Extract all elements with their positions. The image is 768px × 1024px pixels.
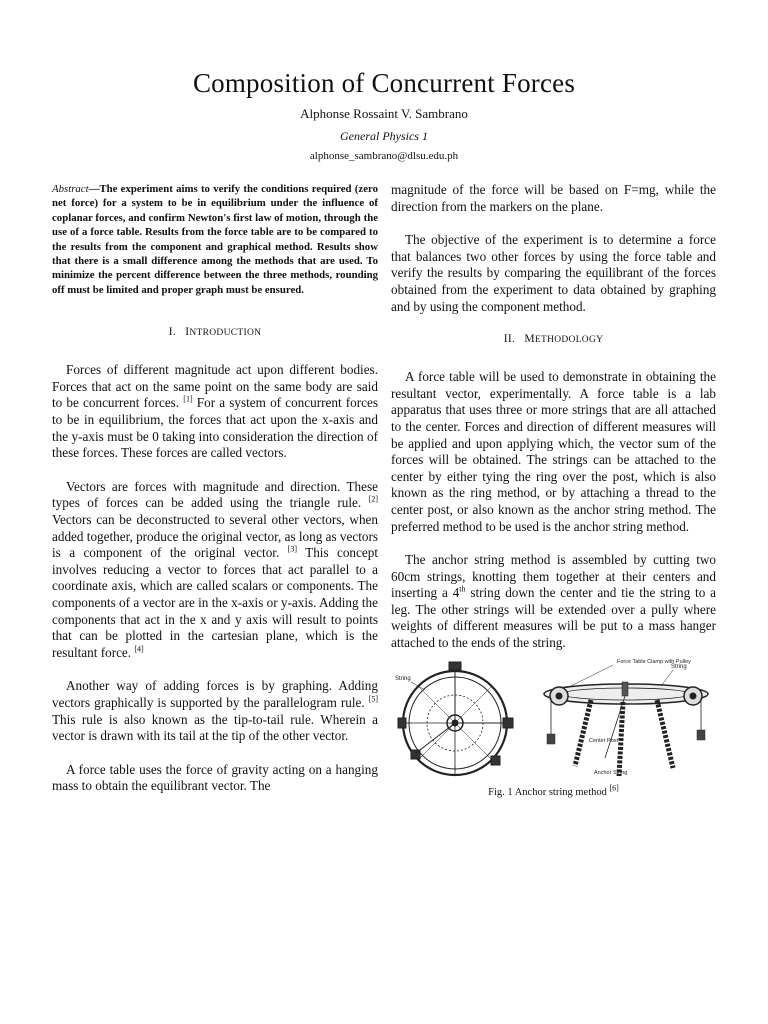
- author-email: alphonse_sambrano@dlsu.edu.ph: [309, 150, 459, 162]
- abstract-text: The experiment aims to verify the conditions required (zero net force) for a system to be in equilibrium under the influence of coplanar forces, and confirm Newton's first law of motion, through the use of a force table. Results from the force table are to be compared to the results from the component and graphical method. Results show that there is a small difference among the methods that are used. To minimize the percent difference between the three methods, rounding off must be limited and proper graph must be ensured.: [52, 183, 378, 296]
- abstract-dash: —: [88, 183, 100, 195]
- intro-heading-first: I: [185, 326, 190, 339]
- right-paragraph-0: magnitude of the force will be based on F=mg, while the direction from the markers on the plane.: [391, 182, 716, 214]
- method-p2a-text: The anchor string method is assembled by cutting two 60cm strings, knotting them together at their centers and inserting a 4: [391, 552, 716, 601]
- ref-2: [2]: [368, 495, 378, 505]
- intro-p3b-text: This rule is also known as the tip-to-tail rule. Wherein a vector is drawn with its tail at the tip of the other vector.: [52, 711, 378, 744]
- method-heading-rest: ETHODOLOGY: [534, 335, 604, 346]
- force-table-illustration: [391, 656, 716, 782]
- method-paragraph-1: A force table will be used to demonstrate in obtaining the resultant vector, experimentally. A force table is a lab apparatus that uses three or more strings that are all attached to the center. Forces and direction of different measures will be applied and upon applying which, the vector sum of the forces will be obtained. The strings can be attached to the center by either tying the ring over the post, which is also known as the ring method, or by attaching a thread to the center post, or also known as the anchor string method. The preferred method to be used is the anchor string method.: [391, 369, 716, 534]
- ref-3: [3]: [287, 544, 297, 554]
- intro-paragraph-2: [52, 479, 378, 662]
- force-table-side-view: [544, 682, 708, 776]
- methodology-heading: [391, 332, 716, 347]
- paper-title: Composition of Concurrent Forces: [192, 68, 576, 98]
- intro-p2b-text: Vectors can be deconstructed to several other vectors, when added together, produce the original vector, as long as vectors is a component of the original vector.: [52, 512, 378, 561]
- method-heading-num: II.: [503, 333, 516, 346]
- objective-paragraph: The objective of the experiment is to determine a force that balances two other forces by using the force table and verify the results by comparing the equilibrant of the forces obtained from the experiment to data obtained by graphing and by using the component method.: [391, 232, 716, 314]
- course-name: General Physics 1: [340, 129, 428, 143]
- intro-paragraph-3: [52, 678, 378, 744]
- intro-p2c-text: This concept involves reducing a vector to forces that act parallel to a coordinate axis, which are called scalars or components. The components of a vector are in the x-axis or y-axis. Adding the components that act in the x and y axis will result to points that can be plotted in the cartesian plane, which is the resultant force.: [52, 545, 378, 660]
- intro-paragraph-4: A force table uses the force of gravity acting on a hanging mass to obtain the equilibrant vector. The: [52, 761, 378, 794]
- figure-caption: [391, 783, 716, 799]
- abstract: [52, 182, 378, 297]
- label-anchor-string: Anchor String: [594, 769, 628, 776]
- label-string-right: String: [671, 663, 687, 670]
- author-name: Alphonse Rossaint V. Sambrano: [300, 106, 468, 121]
- method-heading-first: M: [524, 333, 535, 346]
- superscript-th: th: [459, 584, 466, 594]
- intro-heading-rest: NTRODUCTION: [189, 328, 262, 339]
- left-column: [52, 182, 378, 812]
- figure-caption-text: Fig. 1 Anchor string method: [488, 786, 607, 798]
- intro-heading-num: I.: [168, 326, 177, 339]
- intro-p1b-text: For a system of concurrent forces to be in equilibrium, the forces that act upon the x-axis and the y-axis must be 0 taking into consideration the direction of these forces. These forces are called vectors.: [52, 395, 379, 461]
- ref-4: [4]: [134, 644, 144, 654]
- intro-heading: [52, 325, 378, 340]
- abstract-label: Abstract: [52, 183, 89, 195]
- label-string-left: String: [395, 675, 411, 682]
- intro-p2a-text: Vectors are forces with magnitude and direction. These types of forces can be added using the triangle rule.: [52, 478, 378, 511]
- ref-6: [6]: [609, 783, 619, 793]
- ref-5: [5]: [368, 694, 378, 704]
- method-p2b-text: string down the center and tie the string to a leg. The other strings will be extended over a pully where weights of different measures will be put to a mass hanger attached to the ends of the string.: [391, 585, 716, 651]
- method-paragraph-2: [391, 552, 716, 652]
- force-table-figure: [391, 656, 716, 782]
- right-column: [391, 182, 716, 799]
- label-center-post: Center Post: [589, 737, 619, 744]
- force-table-top-view: [398, 662, 513, 775]
- ref-1: [1]: [183, 395, 193, 405]
- label-clamp: Force Table Clamp with Pulley: [617, 658, 691, 665]
- intro-paragraph-1: [52, 362, 378, 462]
- intro-p3a-text: Another way of adding forces is by graphing. Adding vectors graphically is supported by the parallelogram rule.: [52, 678, 378, 710]
- intro-p1-text: Forces of different magnitude act upon different bodies. Forces that act on the same point on the same body are said to be concurrent forces.: [52, 362, 378, 411]
